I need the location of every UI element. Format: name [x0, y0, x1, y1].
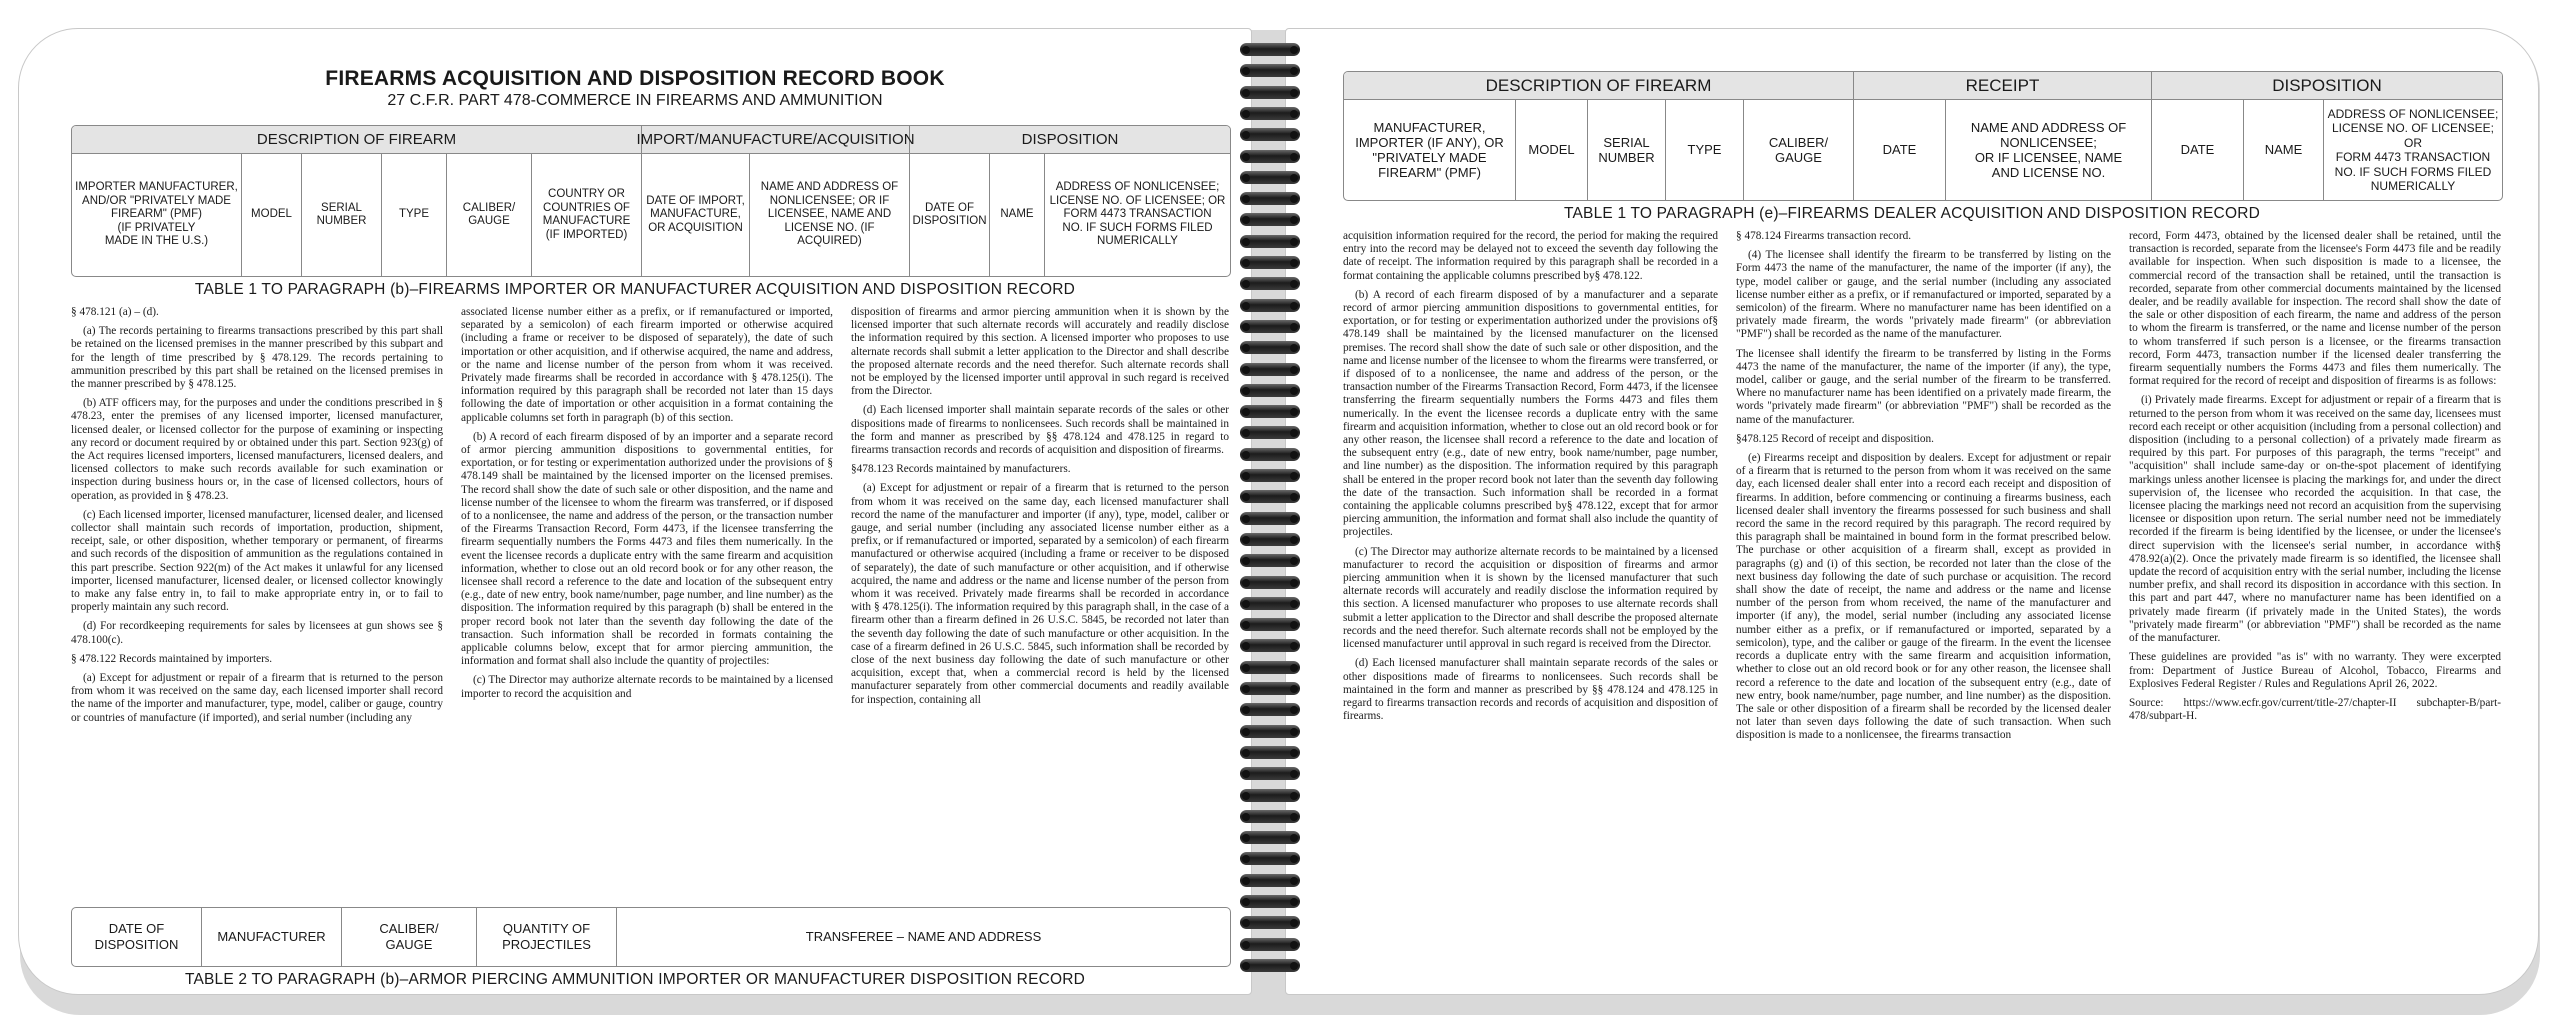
spiral-ring [1238, 61, 1302, 81]
paragraph: (b) ATF officers may, for the purposes and under the conditions prescribed in § 478.23, enter the premises of any licensed importer, licensed manufacturer, licensed dealer, or licensed collector for the purpose of examining or inspecting any record or document required by or obtained under this part. Section 923(g) of the Act requires licensed importers, licensed manufacturers, licensed dealers, and licensed collectors to make such records available for such examination or inspection during business hours or, in the case of licensed collectors, hours of operation, as provided in § 478.23. [71, 397, 443, 502]
spiral-ring [1238, 147, 1302, 167]
source-note: Source: https://www.ecfr.gov/current/title-27/chapter-II subchapter-B/part-478/subpart-H. [2129, 696, 2501, 723]
col-serial: SERIAL NUMBER [302, 154, 382, 276]
spiral-ring [1238, 743, 1302, 763]
spiral-ring [1238, 636, 1302, 656]
spiral-ring [1238, 125, 1302, 145]
ammo-table-columns [72, 908, 1230, 966]
paragraph: (c) The Director may authorize alternate records to be maintained by a licensed importer to record the acquisition and [461, 674, 833, 700]
spiral-ring [1238, 935, 1302, 955]
spiral-ring [1238, 828, 1302, 848]
spiral-ring [1238, 913, 1302, 933]
spiral-ring [1238, 764, 1302, 784]
left-page [18, 28, 1252, 995]
spiral-ring [1238, 849, 1302, 869]
spiral-ring [1238, 551, 1302, 571]
spiral-ring [1238, 487, 1302, 507]
paragraph: (a) Except for adjustment or repair of a firearm that is returned to the person from whom it was received on the same day, each licensed manufacturer shall record the name of the manufacturer and importer (if any), type, model, caliber or gauge, and serial number (including any associated license number either as a prefix, or if remanufactured or imported, separated by a semicolon) of each firearm manufactured or otherwise acquired (including a frame or receiver to be disposed of separately), the date of such manufacture or other acquisition, and if otherwise acquired, the name and address or the name and license number of the person from whom it was received. Privately made firearms shall be recorded in accordance with § 478.125(i). The information required by this paragraph shall, in the case of a firearm other than a firearm defined in 26 U.S.C. 5845, be recorded not later than the seventh day following the date of such manufacture or other acquisition. In the case of a firearm defined in 26 U.S.C. 5845, such information shall be recorded by close of the next business day following the date of such manufacture or other acquisition, except that, when a commercial record is held by the licensed manufacturer separately from other commercial documents and readily available for inspection, containing all [851, 482, 1229, 706]
right-text-col3 [2129, 230, 2501, 980]
spiral-ring [1238, 360, 1302, 380]
spiral-ring [1238, 786, 1302, 806]
ammo-table [71, 907, 1231, 967]
importer-table [71, 125, 1231, 277]
col-address-license: ADDRESS OF NONLICENSEE; LICENSE NO. OF LICENSEE; OR FORM 4473 TRANSACTION NO. IF SUCH FORMS FILED NUMERICALLY [1049, 181, 1226, 248]
paragraph: (d) Each licensed importer shall maintain separate records of the sales or other dispositions made of firearms to nonlicensees. Such records shall be maintained in the form and manner as prescribed by §§ 478.124 and 478.125 in regard to firearms transaction records and records of acquisition and disposition of firearms. [851, 404, 1229, 457]
spiral-ring [1238, 594, 1302, 614]
paragraph: (e) Firearms receipt and disposition by dealers. Except for adjustment or repair of a firearm that is returned to the person from whom it was received on the same day, each licensed dealer shall enter into a record each receipt and disposition of firearms. In addition, before commencing or continuing a firearms business, each licensed dealer shall inventory the firearms possessed for such business and shall record the same in the record required by this paragraph. The record required by this paragraph shall be maintained in bound form in the format prescribed below. The purchase or other acquisition of a firearm shall, except as provided in paragraphs (g) and (i) of this section, be recorded not later than the close of the next business day following the date of such purchase or acquisition. The record shall show the date of receipt, the name and address or the name and license number of the person from whom received, the name of the manufacturer and importer (if any), the model, serial number (including any associated license number either as a prefix, or if remanufactured or imported, separated by a semicolon), type, and the caliber or gauge of the firearm. In the event the licensee records a duplicate entry with the same firearm and acquisition information, whether to close out an old record book or for any other reason, the licensee shall record a reference to the date and location of the subsequent entry (e.g., date of new entry, book name/number, page number, and line number) as the disposition. The sale or other disposition of a firearm shall be recorded by the licensed dealer not later than seven days following the date of such transaction. When such disposition is made to a nonlicensee, the firearms transaction [1736, 452, 2111, 742]
col-date-disposition: DATE OF DISPOSITION [72, 908, 202, 966]
right-text-col2 [1736, 230, 2111, 980]
spiral-ring [1238, 530, 1302, 550]
col-disposition-name: NAME [2244, 100, 2324, 200]
paragraph: (c) The Director may authorize alternate records to be maintained by a licensed manufacturer to record the acquisition or disposition of firearms and armor piercing ammunition when it is shown by the licensed manufacturer that such alternate records will accurately and readily disclose the information required by this section. A licensed manufacturer who proposes to use alternate records shall submit a letter application to the Director and shall describe the proposed alternate records and the need therefor. Such alternate records shall not be employed by the licensed manufacturer until approval in such regard is received from the Director. [1343, 545, 1718, 651]
group-import: IMPORT/MANUFACTURE/ACQUISITION [642, 126, 910, 153]
paragraph: (a) Except for adjustment or repair of a firearm that is returned to the person from whom it was received on the same day, each licensed importer shall record the name of the importer and manufacturer, type, model, caliber or gauge, country or countries of manufacture (if imported), and serial number (including any [71, 672, 443, 724]
col-date-disposition: DATE OF DISPOSITION [910, 154, 990, 276]
col-receipt-name-address: NAME AND ADDRESS OF NONLICENSEE; OR IF LICENSEE, NAME AND LICENSE NO. [1946, 100, 2152, 200]
col-model: MODEL [242, 154, 302, 276]
col-disposition-date: DATE [2152, 100, 2244, 200]
spiral-ring [1238, 83, 1302, 103]
spiral-ring [1238, 274, 1302, 294]
paragraph: § 478.121 (a) – (d). [71, 306, 159, 318]
right-text-col1 [1343, 230, 1718, 980]
spiral-ring [1238, 338, 1302, 358]
col-quantity: QUANTITY OF PROJECTILES [477, 908, 617, 966]
spiral-ring [1238, 956, 1302, 976]
spiral-ring [1238, 210, 1302, 230]
disclaimer: These guidelines are provided "as is" with no warranty. They were excerpted from: Department of Justice Bureau of Alcohol, Tobacco, Firearms and Explosives Federal Register / Rules and Regulations April 26, 2022. [2129, 651, 2501, 690]
spiral-ring [1238, 892, 1302, 912]
group-receipt: RECEIPT [1854, 72, 2152, 99]
book-subtitle: 27 C.F.R. PART 478-COMMERCE IN FIREARMS AND AMMUNITION [387, 92, 883, 109]
paragraph: acquisition information required for the record, the period for making the required entry into the record may be delayed not to exceed the seventh day following the date of receipt. The information required by this paragraph shall be recorded in a format containing the applicable columns prescribed by§ 478.122. [1343, 230, 1718, 282]
col-caliber: CALIBER/ GAUGE [342, 908, 477, 966]
dealer-table [1343, 71, 2503, 201]
col-type: TYPE [382, 154, 447, 276]
col-serial: SERIAL NUMBER [1588, 100, 1666, 200]
paragraph: (b) A record of each firearm disposed of by an importer and a separate record of armor piercing ammunition dispositions to governmental entities, for exportation, or for testing or experimentation authorized under the provisions of § 478.149 shall be maintained by the licensed importer on the licensed premises. The record shall show the date of such sale or other disposition, and the name and license number of the licensee to whom the firearm was transferred, or if disposed of to a nonlicensee, the name and address of the person, or the transaction number of the Firearms Transaction Record, Form 4473, if the licensee transferring the firearm sequentially numbers the Forms 4473 and files them numerically. In the event the licensee records a duplicate entry with the same firearm and acquisition information, whether to close out an old record book or for any other reason, the licensee shall record a reference to the date and location of the subsequent entry (e.g., date of new entry, book name/number, page number, and line number) as the disposition. The information required by this paragraph (b) shall be entered in the proper record book not later than the seventh day following the date of the transaction. Such information shall be recorded in formats containing the applicable columns below, except that for armor piercing ammunition, the information and format shall also include the quantity of projectiles: [461, 430, 833, 668]
col-name-address: NAME AND ADDRESS OF NONLICENSEE; OR IF LICENSEE, NAME AND LICENSE NO. (IF ACQUIRED) [750, 154, 910, 276]
paragraph: (d) Each licensed manufacturer shall maintain separate records of the sales or other dispositions made of firearms to nonlicensees. Such records shall be maintained in the form and manner as prescribed by §§ 478.124 and 478.125 in regard to firearms transaction records and records of acquisition and disposition of firearms. [1343, 657, 1718, 723]
paragraph: (d) For recordkeeping requirements for sales by licensees at gun shows see § 478.100(c). [71, 620, 443, 646]
book-title: FIREARMS ACQUISITION AND DISPOSITION RECORD BOOK [325, 67, 945, 90]
spiral-ring [1238, 615, 1302, 635]
dealer-table-groups [1344, 72, 2502, 100]
paragraph: (i) Privately made firearms. Except for adjustment or repair of a firearm that is returned to the person from whom it was received on the same day, licensees must record each receipt or other acquisition (including from a personal collection) and disposition (including to a personal collection) of a privately made firearm as required by this part. For purposes of this paragraph, the terms "receipt" and "acquisition" shall include same-day or on-the-spot placement of identifying markings unless another licensee is placing the markings for, and under the direct supervision of, the licensee who recorded the acquisition. In that case, the licensee placing the markings need not record an acquisition from the supervising licensee or disposition upon return. The serial number need not be immediately recorded if the firearm is being identified by the licensee, or under the licensee's direct supervision with the licensee's serial number, in accordance with§ 478.92(a)(2). Once the privately made firearm is so identified, the licensee shall update the record of acquisition entry with the serial number, including the license number prefix, and shall record its disposition in accordance with this section. In this part and part 447, where no manufacturer name has been identified on a privately made firearm (if privately made in the United States), the words "privately made firearm" (or abbreviation "PMF") shall be recorded as the name of the manufacturer. [2129, 394, 2501, 645]
spiral-ring [1238, 168, 1302, 188]
spiral-ring [1238, 700, 1302, 720]
left-text-col1 [71, 306, 443, 902]
col-country: COUNTRY OR COUNTRIES OF MANUFACTURE (IF IMPORTED) [532, 154, 642, 276]
importer-table-columns [72, 154, 1230, 276]
right-page [1285, 28, 2539, 995]
paragraph: (b) A record of each firearm disposed of by a manufacturer and a separate record of armor piercing ammunition dispositions to governmental entities, for exportation, or for testing or experimentation authorized under the provisions of§ 478.149 shall be maintained by the licensed manufacturer on the licensed premises. The record shall show the date of such sale or other disposition, and the name and license number of the licensee to whom the firearms were transferred, or if disposed of to a nonlicensee, the name and address of the person, or the transaction number of the Firearms Transaction Record, Form 4473, if the licensee transferring the firearm sequentially numbers the Forms 4473 and files them numerically. In the event the licensee records a duplicate entry with the same firearm and acquisition information, whether to close out an old record book or for any other reason, the licensee shall record a reference to the date and location of the subsequent entry (e.g., date of new entry, book name/number, page number, and line number) as the disposition. The information required by this paragraph shall be entered in the proper record book not later than the seventh day following the date of the transaction. Such information shall be recorded in a format containing the applicable columns prescribed by§ 478.122, except that for armor piercing ammunition, the information and format shall also include the quantity of projectiles. [1343, 288, 1718, 539]
col-address-license: ADDRESS OF NONLICENSEE; LICENSE NO. OF LICENSEE; OR FORM 4473 TRANSACTION NO. IF SUCH FORMS FILED NUMERICALLY [2327, 106, 2499, 193]
group-description: DESCRIPTION OF FIREARM [72, 126, 642, 153]
ammo-table-caption: TABLE 2 TO PARAGRAPH (b)–ARMOR PIERCING AMMUNITION IMPORTER OR MANUFACTURER DISPOSITION RECORD [184, 971, 1086, 988]
group-disposition: DISPOSITION [1021, 131, 1119, 148]
paragraph: (a) The records pertaining to firearms transactions prescribed by this part shall be retained on the licensed premises in the manner prescribed by this subpart and for the length of time prescribed by § 478.129. The records pertaining to ammunition prescribed by this part shall be retained on the licensed premises in the manner prescribed by § 478.125. [71, 325, 443, 391]
spiral-ring [1238, 807, 1302, 827]
spiral-ring [1238, 402, 1302, 422]
spiral-ring [1238, 573, 1302, 593]
paragraph: record, Form 4473, obtained by the licensed dealer shall be retained, until the transaction is recorded, separate from the licensee's Form 4473 file and be readily available for inspection. When such disposition is made to a licensee, the commercial record of the transaction shall be retained, until the transaction is recorded, separate from other commercial documents maintained by the licensed dealer, and be readily available for inspection. The record shall show the date of the sale or other disposition of each firearm, the name and address of the person to whom the firearm is transferred, or the name and license number of the person to whom transferred if such person is a licensee, or the firearms transaction record, Form 4473, transaction number if the licensed dealer transferring the firearm sequentially numbers the Forms 4473 and files them numerically. The format required for the record of receipt and disposition of firearms is as follows: [2129, 230, 2501, 388]
spiral-binding [1238, 40, 1302, 980]
dealer-table-caption: TABLE 1 TO PARAGRAPH (e)–FIREARMS DEALER ACQUISITION AND DISPOSITION RECORD [1564, 205, 2260, 222]
paragraph: (4) The licensee shall identify the firearm to be transferred by listing on the Form 4473 the name of the manufacturer, the name of the importer (if any), the type, model caliber or gauge, and the serial number (including any associated license number either as a prefix, or if remanufactured or imported, separated by a semicolon) of the firearm. Where no manufacturer name has been identified on a privately made firearm, the words "privately made firearm" (or abbreviation "PMF") shall be recorded as the name of the manufacturer. [1736, 249, 2111, 341]
col-caliber: CALIBER/ GAUGE [1744, 100, 1854, 200]
spiral-ring [1238, 871, 1302, 891]
col-caliber: CALIBER/ GAUGE [447, 154, 532, 276]
col-receipt-date: DATE [1854, 100, 1946, 200]
paragraph: associated license number either as a prefix, or if remanufactured or imported, separated by a semicolon) of each firearm imported or otherwise acquired (including a frame or receiver to be disposed of separately), the date of such importation or other acquisition, and if otherwise acquired, the name and address, or the name and license number of the person from whom it was received. Privately made firearms shall be recorded in accordance with § 478.125(i). The information required by this paragraph shall be recorded not later than 15 days following the date of importation or other acquisition in a format containing the applicable columns set forth in paragraph (b) of this section. [461, 306, 833, 424]
col-date-import: DATE OF IMPORT, MANUFACTURE, OR ACQUISITION [642, 154, 750, 276]
section-heading: § 478.122 Records maintained by importers. [71, 652, 273, 665]
spiral-ring [1238, 466, 1302, 486]
paragraph: The licensee shall identify the firearm to be transferred by listing in the Forms 4473 the name of the manufacturer, the name of the importer (if any), the type, model, caliber or gauge, and the serial number of the firearm to be transferred. Where no manufacturer name has been identified on a privately made firearm, the words "privately made firearm" (or abbreviation "PMF") shall be recorded as the name of the manufacturer. [1736, 347, 2111, 426]
spiral-ring [1238, 232, 1302, 252]
section-heading: §478.125 Record of receipt and disposition. [1736, 432, 1934, 445]
section-heading: § 478.124 Firearms transaction record. [1736, 230, 1912, 242]
dealer-table-columns [1344, 100, 2502, 200]
col-transferee: TRANSFEREE – NAME AND ADDRESS [805, 929, 1042, 945]
spiral-ring [1238, 296, 1302, 316]
paragraph: disposition of firearms and armor piercing ammunition when it is shown by the licensed importer that such alternate records will accurately and readily disclose the information required by this section. A licensed importer who proposes to use alternate records shall submit a letter application to the Director and shall describe the proposed alternate records and the need therefor. Such alternate records shall not be employed by the licensed importer until approval in such regard is received from the Director. [851, 306, 1229, 398]
importer-table-caption: TABLE 1 TO PARAGRAPH (b)–FIREARMS IMPORTER OR MANUFACTURER ACQUISITION AND DISPOSITION RECORD [194, 281, 1076, 298]
importer-table-groups [72, 126, 1230, 154]
group-disposition: DISPOSITION [2272, 75, 2382, 95]
left-text-col3 [851, 306, 1229, 902]
spiral-ring [1238, 317, 1302, 337]
col-manufacturer: MANUFACTURER [202, 908, 342, 966]
section-heading: §478.123 Records maintained by manufacturers. [851, 463, 1071, 476]
spiral-ring [1238, 189, 1302, 209]
col-importer-manufacturer: IMPORTER MANUFACTURER, AND/OR "PRIVATELY MADE FIREARM" (PMF) (IF PRIVATELY MADE IN THE U.S.) [72, 154, 242, 276]
spiral-ring [1238, 104, 1302, 124]
spiral-ring [1238, 423, 1302, 443]
spiral-ring [1238, 658, 1302, 678]
group-description: DESCRIPTION OF FIREARM [1344, 72, 1854, 99]
spiral-ring [1238, 445, 1302, 465]
spiral-ring [1238, 679, 1302, 699]
spiral-ring [1238, 381, 1302, 401]
paragraph: (c) Each licensed importer, licensed manufacturer, licensed dealer, and licensed collector shall maintain such records of importation, production, shipment, receipt, sale, or other disposition, whether temporary or permanent, of firearms and such records of the disposition of ammunition as the regulations contained in this part prescribe. Section 922(m) of the Act makes it unlawful for any licensed importer, licensed manufacturer, licensed dealer, or licensed collector knowingly to make any false entry in, to fail to make appropriate entry in, or to fail to properly maintain any such record. [71, 508, 443, 614]
col-name: NAME [990, 154, 1045, 276]
spiral-ring [1238, 40, 1302, 60]
col-manufacturer: MANUFACTURER, IMPORTER (IF ANY), OR "PRIVATELY MADE FIREARM" (PMF) [1344, 100, 1516, 200]
spiral-ring [1238, 253, 1302, 273]
col-type: TYPE [1666, 100, 1744, 200]
left-text-col2 [461, 306, 833, 902]
col-model: MODEL [1516, 100, 1588, 200]
spiral-ring [1238, 722, 1302, 742]
spiral-ring [1238, 509, 1302, 529]
